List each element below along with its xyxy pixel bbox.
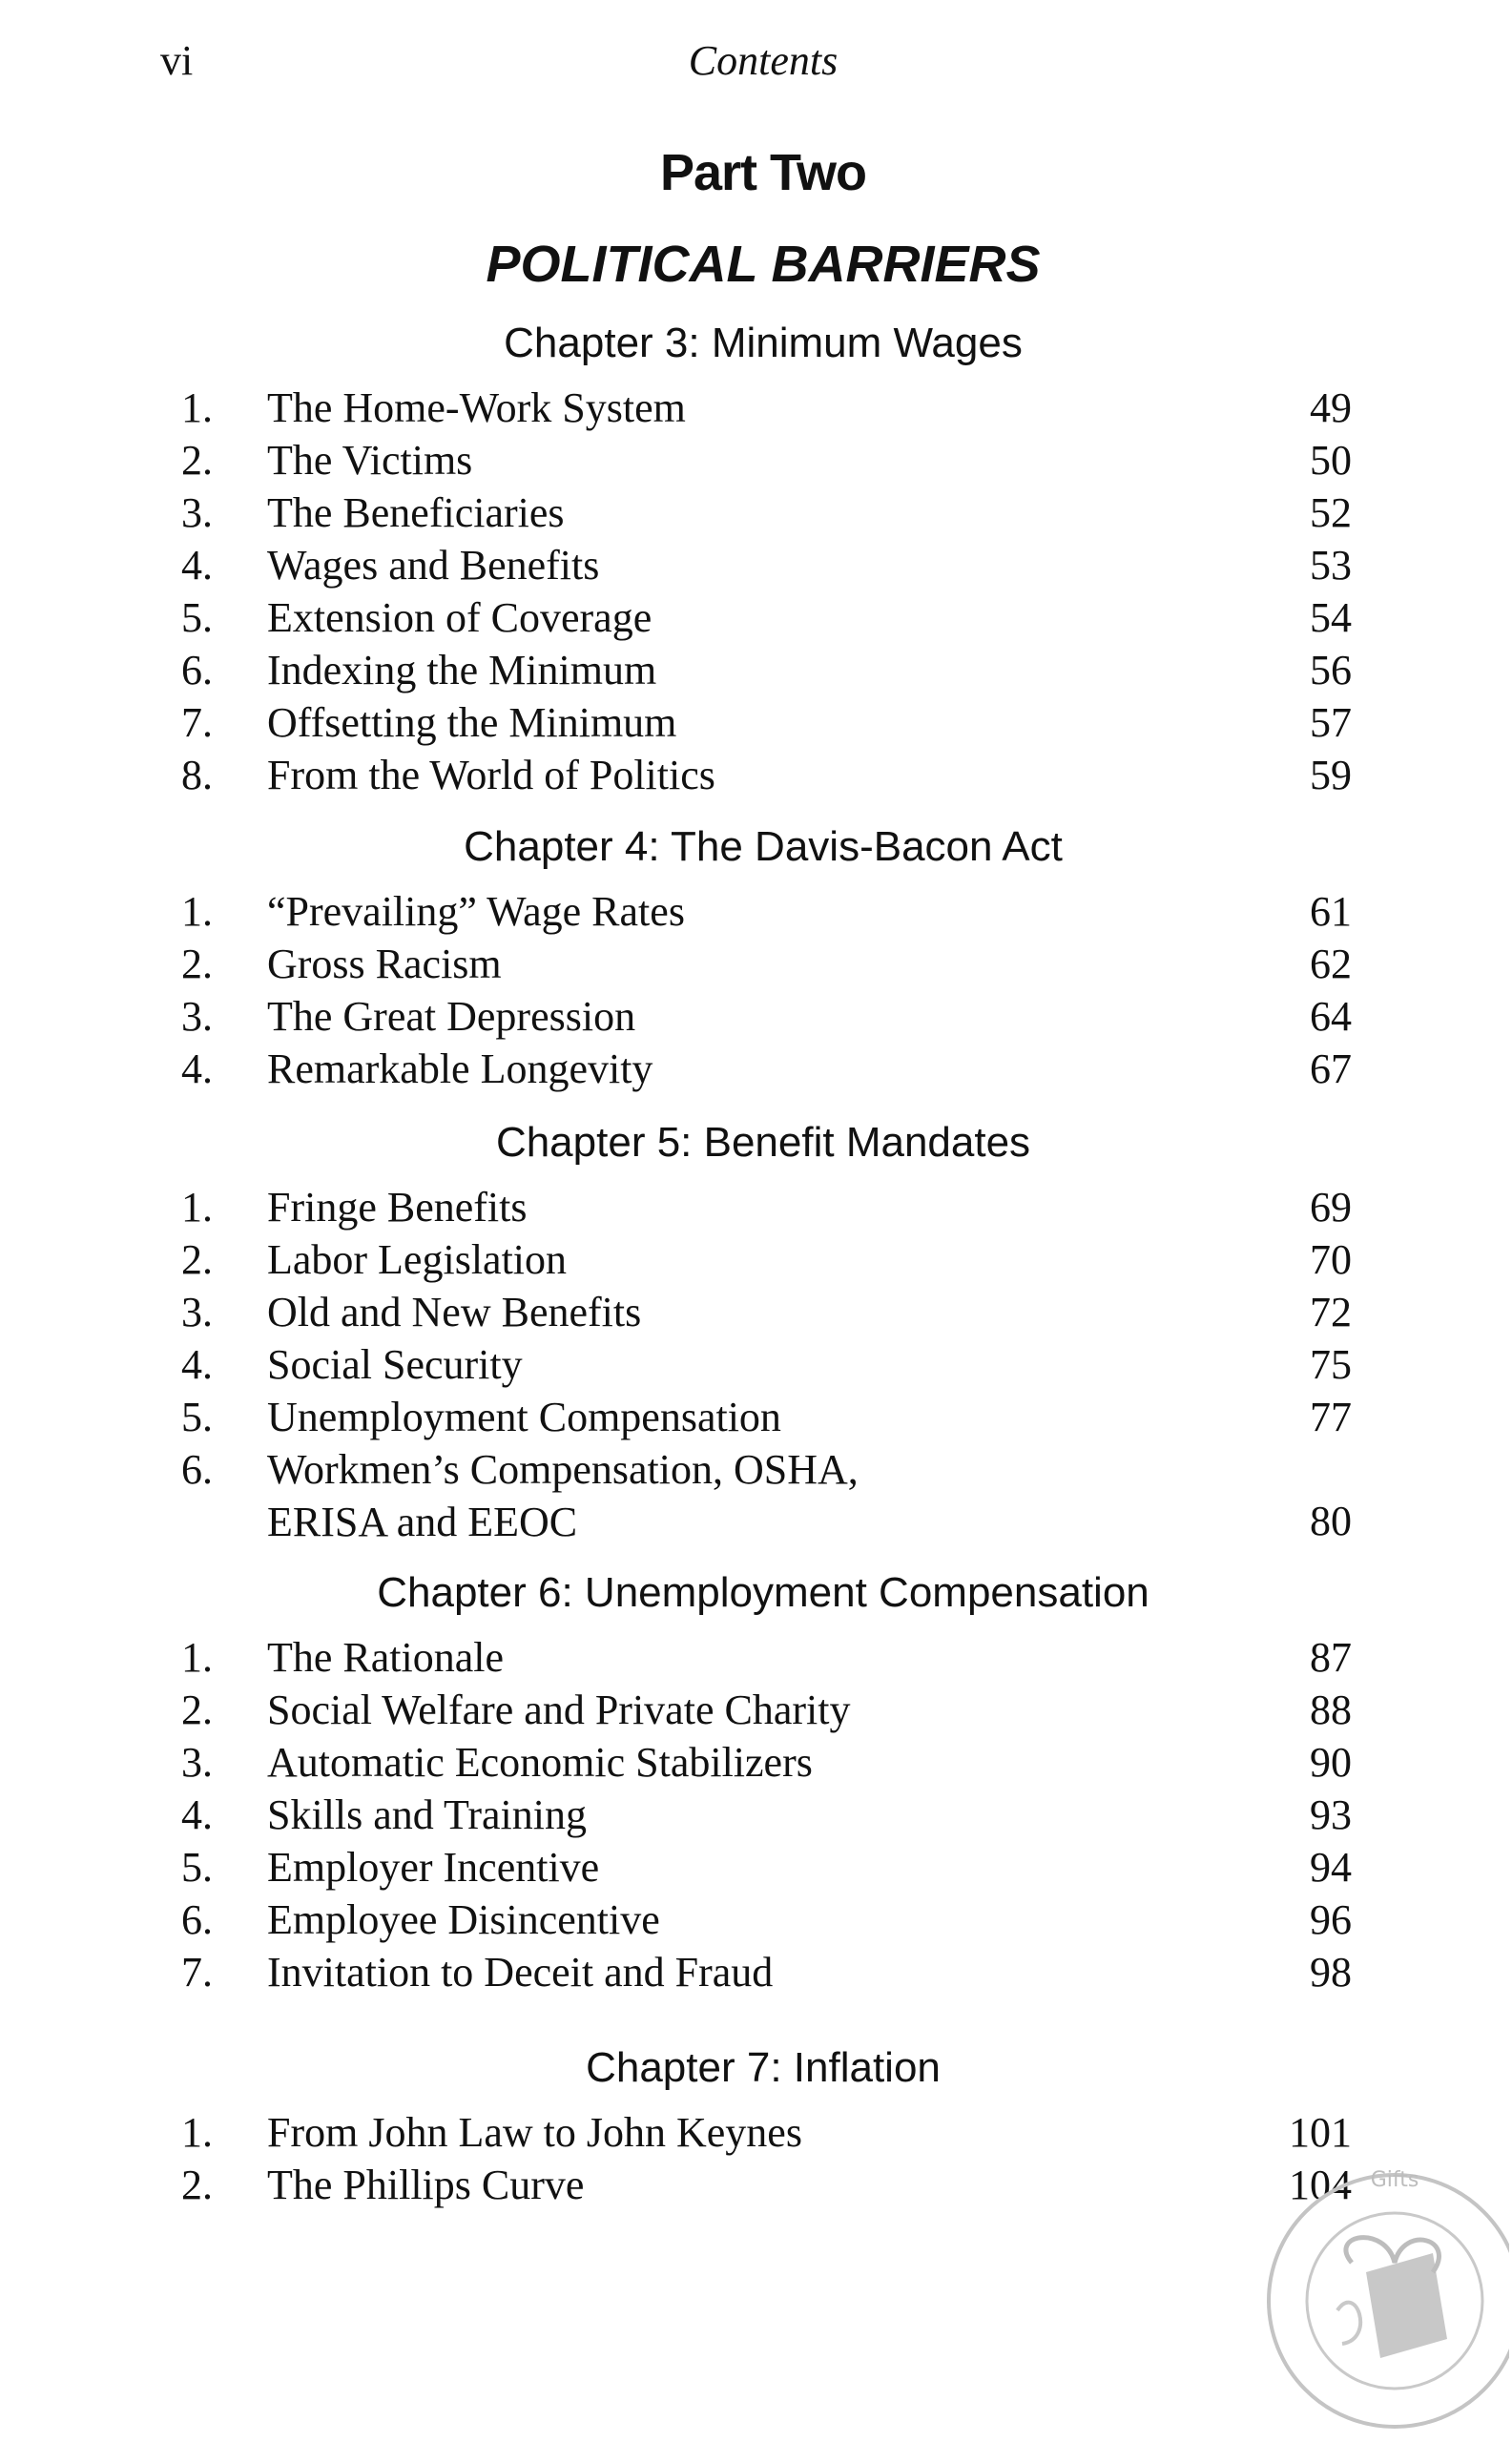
chapter-heading: Chapter 3: Minimum Wages [504,320,1023,366]
toc-entry[interactable] [0,1684,1512,1737]
entry-title: “Prevailing” Wage Rates [267,888,685,935]
entry-title: The Home-Work System [267,384,686,431]
entry-number: 6. [181,1896,213,1943]
chapter-heading: Chapter 6: Unemployment Compensation [377,1569,1150,1616]
entry-title: Invitation to Deceit and Fraud [267,1949,774,1996]
entry-title: Social Welfare and Private Charity [267,1687,851,1733]
toc-entry[interactable] [0,1043,1512,1096]
entry-page-number: 67 [1310,1045,1352,1092]
entry-page-number: 52 [1310,489,1352,536]
entry-title: Workmen’s Compensation, OSHA, [267,1446,859,1493]
toc-entry[interactable] [0,1841,1512,1894]
entry-title: From the World of Politics [267,752,715,798]
entry-page-number: 75 [1310,1341,1352,1388]
entry-number: 6. [181,647,213,693]
entry-number: 1. [181,1634,213,1681]
toc-entry[interactable] [0,1338,1512,1392]
toc-entry[interactable] [0,591,1512,645]
entry-number: 7. [181,699,213,746]
entry-page-number: 87 [1310,1634,1352,1681]
entry-number: 1. [181,888,213,935]
entry-number: 3. [181,993,213,1040]
entry-number: 5. [181,1394,213,1440]
entry-title: The Beneficiaries [267,489,565,536]
entry-number: 6. [181,1446,213,1493]
entry-title: The Victims [267,437,473,484]
entry-number: 4. [181,1341,213,1388]
entry-number: 1. [181,384,213,431]
entry-title-continued: ERISA and EEOC [267,1499,578,1545]
entry-page-number: 88 [1310,1687,1352,1733]
entry-title: The Rationale [267,1634,505,1681]
toc-entry[interactable] [0,938,1512,991]
entry-page-number: 49 [1310,384,1352,431]
toc-entry[interactable] [0,1181,1512,1234]
entry-title: Unemployment Compensation [267,1394,781,1440]
entry-title: Labor Legislation [267,1236,568,1283]
toc-entry[interactable] [0,749,1512,802]
toc-entry[interactable] [0,644,1512,697]
toc-entry[interactable] [0,1631,1512,1685]
toc-entry[interactable] [0,1736,1512,1790]
watermark-stamp [1252,2120,1509,2434]
chapter-heading: Chapter 5: Benefit Mandates [495,1119,1031,1166]
toc-entry[interactable] [0,1789,1512,1842]
page-number: vi [160,37,194,84]
entry-page-number: 62 [1310,941,1352,987]
toc-entry[interactable] [0,539,1512,592]
entry-number: 2. [181,2162,213,2208]
entry-page-number: 64 [1310,993,1352,1040]
entry-title: Skills and Training [267,1791,587,1838]
entry-title: Remarkable Longevity [267,1045,653,1092]
entry-number: 5. [181,1844,213,1891]
entry-number: 2. [181,1687,213,1733]
toc-entry[interactable] [0,1894,1512,1947]
entry-title: Wages and Benefits [267,542,600,589]
toc-entry[interactable] [0,434,1512,487]
watermark-text: Gifts [1370,2168,1419,2192]
toc-entry[interactable] [0,990,1512,1044]
entry-title: Offsetting the Minimum [267,699,677,746]
chapter-heading: Chapter 4: The Davis-Bacon Act [464,823,1063,870]
entry-number: 1. [181,1184,213,1231]
entry-number: 5. [181,594,213,641]
running-header-title: Contents [688,37,839,84]
entry-title: Extension of Coverage [267,594,652,641]
entry-number: 4. [181,1791,213,1838]
entry-number: 1. [181,2109,213,2156]
entry-page-number: 50 [1310,437,1352,484]
entry-page-number: 94 [1310,1844,1352,1891]
entry-page-number: 77 [1310,1394,1352,1440]
entry-page-number: 53 [1310,542,1352,589]
part-subtitle: POLITICAL BARRIERS [486,236,1041,293]
toc-entry[interactable] [0,1391,1512,1444]
entry-page-number: 80 [1310,1498,1352,1544]
entry-number: 3. [181,489,213,536]
toc-entry[interactable] [0,486,1512,540]
entry-number: 3. [181,1739,213,1786]
toc-entry[interactable] [0,382,1512,435]
entry-page-number: 70 [1310,1236,1352,1283]
entry-title: Old and New Benefits [267,1289,642,1335]
entry-page-number: 93 [1310,1791,1352,1838]
part-label: Part Two [659,144,866,201]
entry-number: 8. [181,752,213,798]
entry-number: 4. [181,1045,213,1092]
entry-page-number: 72 [1310,1289,1352,1335]
entry-page-number: 98 [1310,1949,1352,1996]
entry-page-number: 61 [1310,888,1352,935]
entry-title: Automatic Economic Stabilizers [267,1739,813,1786]
entry-page-number: 104 [1289,2162,1352,2208]
toc-entry[interactable] [0,1233,1512,1287]
entry-page-number: 96 [1310,1896,1352,1943]
entry-page-number: 90 [1310,1739,1352,1786]
entry-page-number: 54 [1310,594,1352,641]
entry-title: Indexing the Minimum [267,647,657,693]
entry-title: The Great Depression [267,993,636,1040]
entry-title: The Phillips Curve [267,2162,585,2208]
entry-title: Fringe Benefits [267,1184,528,1231]
entry-page-number: 69 [1310,1184,1352,1231]
entry-number: 7. [181,1949,213,1996]
toc-entry[interactable] [0,1286,1512,1339]
entry-number: 4. [181,542,213,589]
entry-title: From John Law to John Keynes [267,2109,802,2156]
entry-title: Employee Disincentive [267,1896,660,1943]
entry-title: Gross Racism [267,941,502,987]
entry-page-number: 57 [1310,699,1352,746]
entry-page-number: 59 [1310,752,1352,798]
entry-title: Employer Incentive [267,1844,600,1891]
toc-entry[interactable] [0,885,1512,939]
entry-page-number: 101 [1289,2109,1352,2156]
entry-page-number: 56 [1310,647,1352,693]
entry-number: 2. [181,1236,213,1283]
entry-number: 3. [181,1289,213,1335]
entry-number: 2. [181,941,213,987]
toc-entry[interactable] [0,1946,1512,1999]
toc-entry[interactable] [0,1443,1512,1548]
toc-entry[interactable] [0,696,1512,750]
entry-title: Social Security [267,1341,523,1388]
entry-number: 2. [181,437,213,484]
chapter-heading: Chapter 7: Inflation [586,2044,941,2091]
